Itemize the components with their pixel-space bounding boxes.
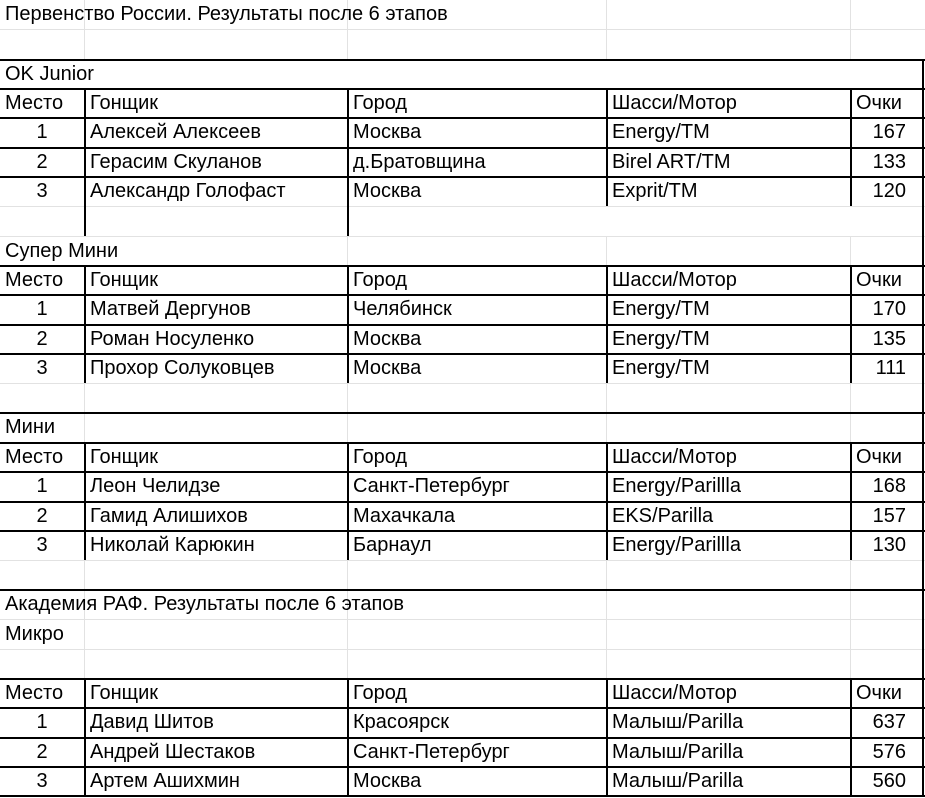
city-cell: Челябинск — [353, 298, 452, 320]
place-cell: 2 — [36, 505, 48, 527]
points-cell: 130 — [872, 534, 906, 556]
gridline — [850, 236, 851, 265]
place-cell: 2 — [36, 741, 48, 763]
racer-cell: Давид Шитов — [90, 711, 214, 733]
academy-title: Академия РАФ. Результаты после 6 этапов — [5, 593, 405, 615]
racer-cell: Прохор Солуковцев — [90, 357, 275, 379]
gridline — [606, 0, 607, 60]
city-cell: Красоярск — [353, 711, 449, 733]
header-place: Место — [5, 269, 64, 291]
points-cell: 576 — [872, 741, 906, 763]
points-cell: 168 — [872, 475, 906, 497]
border — [0, 412, 925, 414]
section-title: Микро — [5, 623, 64, 645]
header-points: Очки — [856, 446, 902, 468]
city-cell: д.Братовщина — [353, 151, 486, 173]
chassis-cell: Exprit/TM — [612, 180, 698, 202]
chassis-cell: Energy/TM — [612, 357, 710, 379]
racer-cell: Николай Карюкин — [90, 534, 255, 556]
header-chassis: Шасси/Мотор — [612, 682, 737, 704]
city-cell: Москва — [353, 770, 422, 792]
place-cell: 1 — [36, 475, 48, 497]
points-cell: 120 — [872, 180, 906, 202]
header-place: Место — [5, 92, 64, 114]
chassis-cell: Малыш/Parilla — [612, 741, 744, 763]
section-title: OK Junior — [5, 63, 94, 85]
chassis-cell: Energy/TM — [612, 328, 710, 350]
gridline — [0, 649, 925, 650]
points-cell: 133 — [872, 151, 906, 173]
chassis-cell: Birel ART/TM — [612, 151, 731, 173]
header-chassis: Шасси/Мотор — [612, 446, 737, 468]
section-title: Мини — [5, 416, 56, 438]
city-cell: Барнаул — [353, 534, 432, 556]
header-city: Город — [353, 92, 408, 114]
racer-cell: Леон Челидзе — [90, 475, 221, 497]
chassis-cell: EKS/Parilla — [612, 505, 714, 527]
points-cell: 637 — [872, 711, 906, 733]
gridline — [606, 236, 607, 265]
racer-cell: Артем Ашихмин — [90, 770, 240, 792]
gridline — [0, 206, 925, 207]
chassis-cell: Energy/Parillla — [612, 534, 741, 556]
header-points: Очки — [856, 92, 902, 114]
points-cell: 111 — [875, 357, 906, 379]
gridline — [84, 560, 85, 679]
section-title: Супер Мини — [5, 240, 119, 262]
chassis-cell: Energy/TM — [612, 298, 710, 320]
points-cell: 157 — [872, 505, 906, 527]
racer-cell: Роман Носуленко — [90, 328, 255, 350]
racer-cell: Матвей Дергунов — [90, 298, 251, 320]
page-title: Первенство России. Результаты после 6 этапов — [5, 3, 448, 25]
header-place: Место — [5, 682, 64, 704]
chassis-cell: Малыш/Parilla — [612, 711, 744, 733]
place-cell: 3 — [36, 534, 48, 556]
header-racer: Гонщик — [90, 92, 159, 114]
place-cell: 3 — [36, 357, 48, 379]
place-cell: 1 — [36, 298, 48, 320]
header-racer: Гонщик — [90, 682, 159, 704]
gridline — [0, 619, 925, 620]
header-place: Место — [5, 446, 64, 468]
gridline — [0, 29, 925, 30]
gridline — [0, 560, 925, 561]
place-cell: 3 — [36, 180, 48, 202]
gridline — [0, 383, 925, 384]
racer-cell: Андрей Шестаков — [90, 741, 256, 763]
border — [0, 59, 925, 61]
gridline — [347, 236, 348, 265]
header-chassis: Шасси/Мотор — [612, 269, 737, 291]
header-racer: Гонщик — [90, 446, 159, 468]
points-cell: 135 — [872, 328, 906, 350]
points-cell: 560 — [872, 770, 906, 792]
gridline — [606, 560, 607, 679]
header-city: Город — [353, 446, 408, 468]
place-cell: 1 — [36, 121, 48, 143]
city-cell: Санкт-Петербург — [353, 475, 510, 497]
place-cell: 2 — [36, 328, 48, 350]
chassis-cell: Energy/TM — [612, 121, 710, 143]
racer-cell: Александр Голофаст — [90, 180, 286, 202]
gridline — [347, 560, 348, 679]
racer-cell: Герасим Скуланов — [90, 151, 262, 173]
racer-cell: Гамид Алишихов — [90, 505, 248, 527]
header-city: Город — [353, 269, 408, 291]
place-cell: 1 — [36, 711, 48, 733]
chassis-cell: Energy/Parillla — [612, 475, 741, 497]
points-cell: 167 — [872, 121, 906, 143]
gridline — [850, 560, 851, 679]
racer-cell: Алексей Алексеев — [90, 121, 261, 143]
header-points: Очки — [856, 682, 902, 704]
city-cell: Махачкала — [353, 505, 455, 527]
points-cell: 170 — [872, 298, 906, 320]
gridline — [0, 236, 925, 237]
header-racer: Гонщик — [90, 269, 159, 291]
place-cell: 3 — [36, 770, 48, 792]
header-points: Очки — [856, 269, 902, 291]
place-cell: 2 — [36, 151, 48, 173]
city-cell: Санкт-Петербург — [353, 741, 510, 763]
city-cell: Москва — [353, 180, 422, 202]
header-city: Город — [353, 682, 408, 704]
gridline — [850, 0, 851, 60]
city-cell: Москва — [353, 328, 422, 350]
city-cell: Москва — [353, 121, 422, 143]
city-cell: Москва — [353, 357, 422, 379]
chassis-cell: Малыш/Parilla — [612, 770, 744, 792]
header-chassis: Шасси/Мотор — [612, 92, 737, 114]
